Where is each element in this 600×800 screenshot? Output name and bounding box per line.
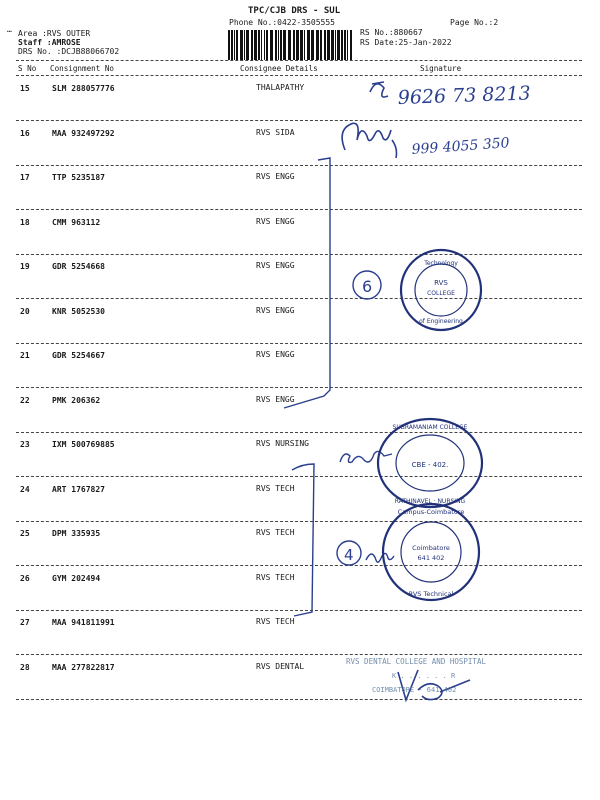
row-consignee: RVS ENGG bbox=[256, 172, 295, 181]
phone-number: Phone No.:0422-3505555 bbox=[229, 18, 335, 27]
row-consignment: PMK 206362 bbox=[52, 395, 101, 405]
row-consignment: TTP 5235187 bbox=[52, 173, 105, 182]
row-consignment: CMM 963112 bbox=[52, 217, 101, 227]
row-sno: 26 bbox=[20, 573, 30, 583]
row15-scribble bbox=[370, 82, 388, 97]
row16-signature bbox=[342, 123, 396, 158]
row-consignment: GDR 5254667 bbox=[52, 351, 105, 360]
row-sno: 25 bbox=[20, 529, 30, 538]
row-consignment: GDR 5254668 bbox=[52, 262, 105, 271]
row-consignee: THALAPATHY bbox=[256, 83, 305, 92]
staff-label: Staff :AMROSE bbox=[18, 38, 81, 47]
row-consignment: ART 1767827 bbox=[52, 484, 105, 494]
row-consignment: DPM 335935 bbox=[52, 529, 101, 538]
col-consignee: Consignee Details bbox=[240, 64, 318, 73]
row-sno: 22 bbox=[20, 395, 30, 405]
area-label: Area :RVS OUTER bbox=[18, 29, 91, 38]
tech-group-bracket bbox=[292, 464, 314, 616]
row-consignee: RVS NURSING bbox=[256, 439, 309, 448]
rs-number: RS No.:880667 bbox=[360, 28, 423, 37]
row-sno: 16 bbox=[20, 128, 30, 138]
row-consignment: KNR 5052530 bbox=[52, 306, 105, 316]
row-consignee: RVS ENGG bbox=[256, 350, 295, 359]
row-sno: 21 bbox=[20, 351, 30, 360]
dental-stamp bbox=[342, 652, 522, 698]
row-sno: 28 bbox=[20, 662, 30, 672]
row15-phone: 9626 73 8213 bbox=[397, 82, 532, 109]
svg-text:Coimbatore: Coimbatore bbox=[412, 544, 450, 552]
svg-text:COLLEGE: COLLEGE bbox=[427, 290, 455, 297]
rs-date: RS Date:25-Jan-2022 bbox=[360, 38, 452, 47]
row-consignee: RVS SIDA bbox=[256, 127, 295, 137]
svg-text:of Engineering: of Engineering bbox=[419, 318, 463, 325]
row-consignee: RVS DENTAL bbox=[256, 661, 305, 671]
page-number: Page No.:2 bbox=[450, 18, 499, 27]
svg-text:SUBRAMANIAM COLLEGE: SUBRAMANIAM COLLEGE bbox=[392, 424, 468, 431]
col-signature: Signature bbox=[420, 64, 462, 73]
row16-phone: 999 4055 350 bbox=[411, 135, 511, 158]
row-consignment: SLM 288057776 bbox=[52, 84, 115, 93]
row-consignee: RVS TECH bbox=[256, 572, 295, 582]
row-sno: 18 bbox=[20, 217, 30, 227]
row-consignee: RVS ENGG bbox=[256, 305, 295, 315]
tech-stamp bbox=[378, 500, 484, 604]
row-sno: 20 bbox=[20, 306, 30, 316]
corner-mark: … bbox=[7, 25, 12, 34]
row-consignee: RVS ENGG bbox=[256, 394, 295, 404]
tech-count: 4 bbox=[344, 546, 354, 564]
svg-text:RVS DENTAL COLLEGE AND HOSPITA: RVS DENTAL COLLEGE AND HOSPITAL bbox=[346, 657, 486, 666]
row-consignment: IXM 500769885 bbox=[52, 440, 115, 449]
row-sno: 27 bbox=[20, 618, 30, 627]
svg-text:641 402: 641 402 bbox=[417, 554, 445, 562]
row-sno: 15 bbox=[20, 84, 30, 93]
engg-group-bracket bbox=[284, 158, 330, 408]
row-consignee: RVS ENGG bbox=[256, 216, 295, 226]
svg-text:Technology: Technology bbox=[424, 260, 458, 267]
row-consignment: GYM 202494 bbox=[52, 573, 101, 583]
row-consignment: MAA 941811991 bbox=[52, 618, 115, 627]
svg-text:CBE - 402.: CBE - 402. bbox=[411, 461, 449, 469]
svg-text:COIMBATORE - 641 402: COIMBATORE - 641 402 bbox=[372, 686, 457, 694]
col-consignment: Consignment No bbox=[50, 64, 115, 73]
row-sno: 19 bbox=[20, 262, 30, 271]
row-sno: 23 bbox=[20, 440, 30, 449]
engg-stamp bbox=[396, 245, 486, 335]
row-sno: 17 bbox=[20, 173, 30, 182]
row-consignee: RVS TECH bbox=[256, 483, 295, 493]
drs-number: DRS No. :DCJB88066702 bbox=[18, 47, 120, 56]
svg-text:K . . . . . . R: K . . . . . . R bbox=[392, 672, 456, 680]
document-title: TPC/CJB DRS - SUL bbox=[248, 6, 341, 16]
row-consignment: MAA 277822817 bbox=[52, 662, 115, 672]
svg-text:RATHINAVEL · NURSING: RATHINAVEL · NURSING bbox=[394, 498, 466, 505]
nursing-stamp bbox=[374, 415, 486, 511]
svg-text:RVS: RVS bbox=[434, 279, 448, 287]
row-consignment: MAA 932497292 bbox=[52, 128, 115, 138]
svg-text:RVS Technical: RVS Technical bbox=[408, 590, 454, 598]
svg-text:Campus-Coimbatore: Campus-Coimbatore bbox=[397, 508, 465, 516]
row-consignee: RVS ENGG bbox=[256, 261, 295, 270]
row-consignee: RVS TECH bbox=[256, 528, 295, 537]
row-consignee: RVS TECH bbox=[256, 617, 295, 626]
col-sno: S No bbox=[18, 64, 37, 73]
engg-count: 6 bbox=[362, 277, 373, 296]
row-sno: 24 bbox=[20, 484, 30, 494]
